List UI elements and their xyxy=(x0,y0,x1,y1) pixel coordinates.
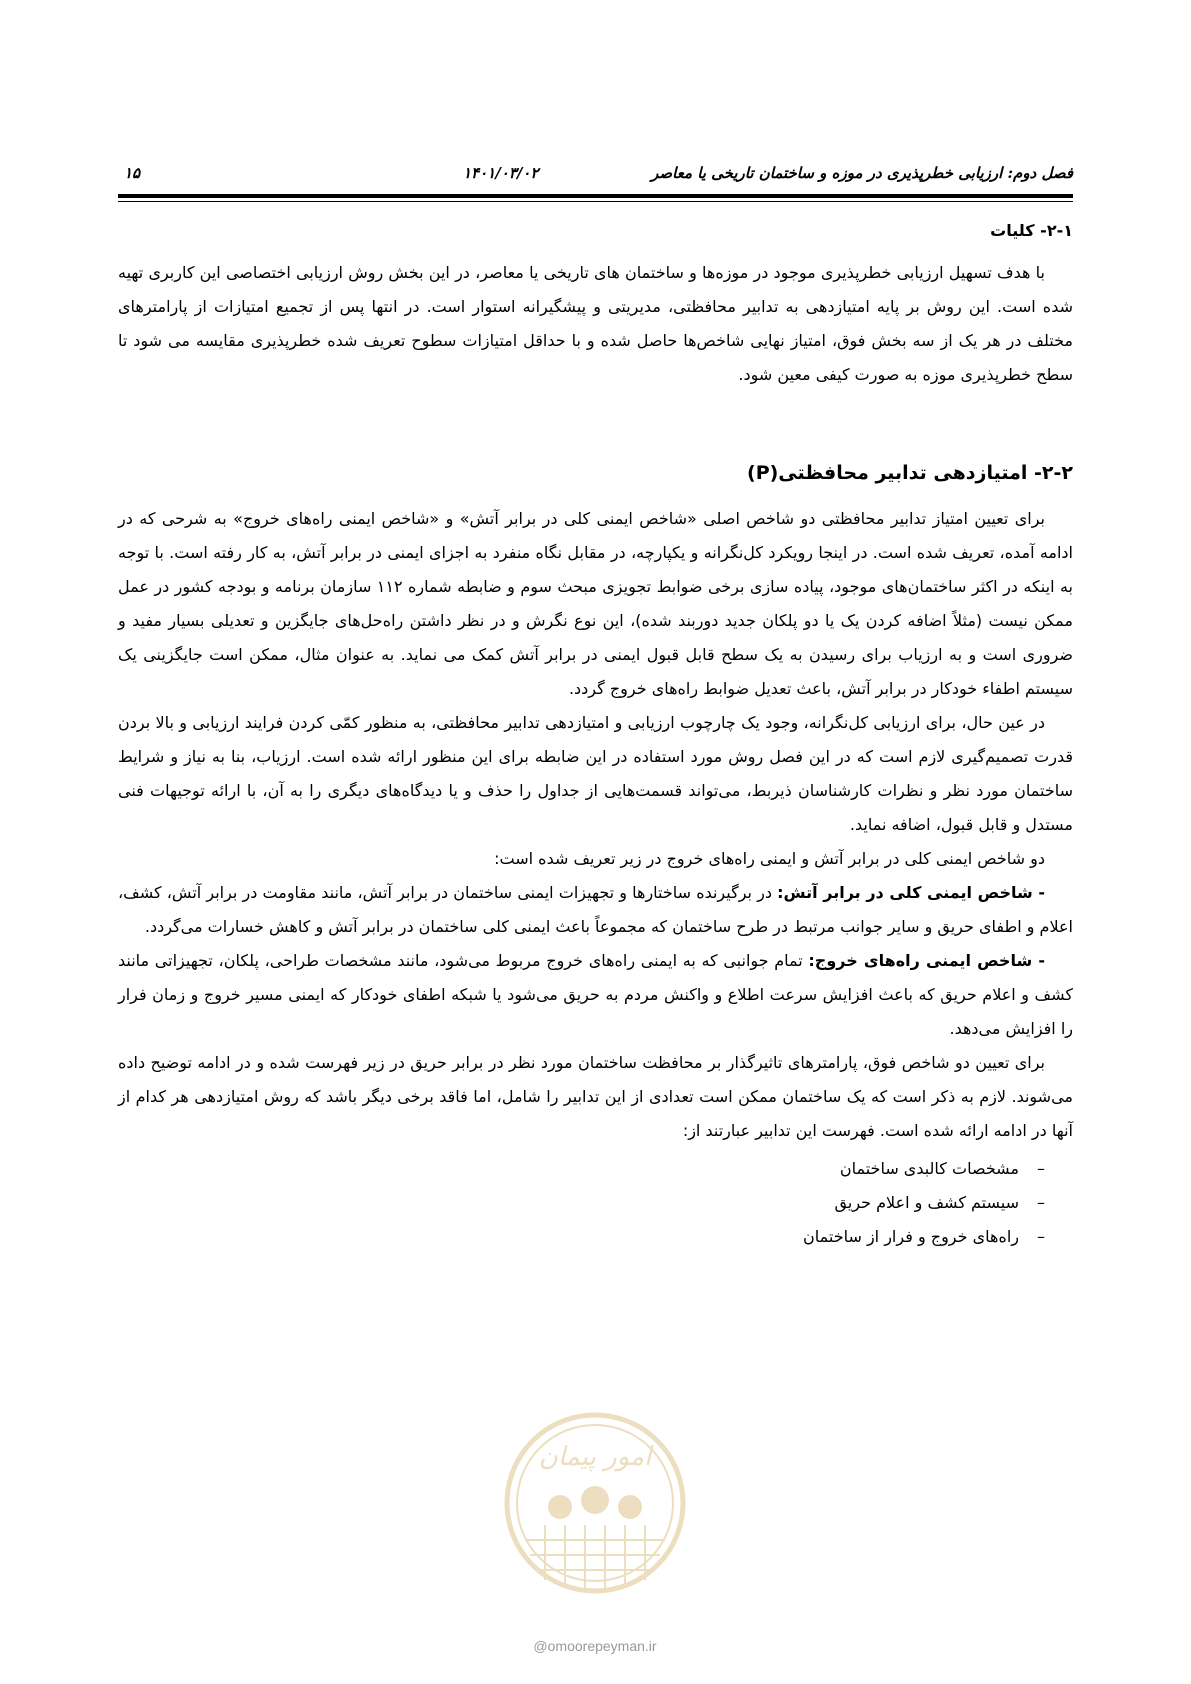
definition-fire-safety xyxy=(118,876,1073,944)
paragraph: برای تعیین امتیاز تدابیر محافظتی دو شاخص اصلی «شاخص ایمنی کلی در برابر آتش» و «شاخص ایمنی راه‌های خروج» به شرحی که در ادامه آمده، تعریف شده است. در اینجا رویکرد کل‌نگرانه و یکپارچه، در مقابل نگاه منفرد به اجزای ایمنی در برابر آتش، به کار رفته است. با توجه به اینکه در اکثر ساختمان‌های موجود، پیاده سازی برخی ضوابط تجویزی مبحث سوم و ضابطه شماره ۱۱۲ سازمان برنامه و بودجه کشور در عمل ممکن نیست (مثلاً اضافه کردن یک یا دو پلکان جدید دوربند شده)، این نوع نگرش و در نظر داشتن راه‌حل‌های جایگزین و تعدیلی بسیار مفید و ضروری است و به ارزیاب برای رسیدن به یک سطح قابل قبول ایمنی در برابر آتش کمک می نماید. به عنوان مثال، ممکن است جایگزینی یک سیستم اطفاء خودکار در برابر آتش، باعث تعدیل ضوابط راه‌های خروج گردد. xyxy=(118,509,1073,698)
section-heading-protective-measures: ۲-۲- امتیازدهی تدابیر محافظتی(P) xyxy=(747,462,1073,484)
header-rule-thin xyxy=(118,201,1073,202)
definition-text: تمام جوانبی که به ایمنی راه‌های خروج مربوط می‌شود، مانند مشخصات طراحی، پلکان، تجهیزاتی مانند کشف و اعلام حریق که باعث افزایش سرعت اطلاع و واکنش مردم به حریق می‌شود یا شبکه اطفای خودکار که ایمنی مسیر خروج و زمان فرار را افزایش می‌دهد. xyxy=(118,951,1073,1038)
list-item: –سیستم کشف و اعلام حریق xyxy=(834,1193,1045,1212)
page-number: ۱۵ xyxy=(124,164,141,182)
stamp-text: امور پیمان xyxy=(538,1442,652,1472)
definition-text: در برگیرنده ساختارها و تجهیزات ایمنی ساختمان در برابر آتش، مانند مقاومت در برابر آتش، کشف، اعلام و اطفای حریق و سایر جوانب مرتبط در طرح ساختمان که مجموعاً باعث ایمنی کلی ساختمان در برابر آتش و کاهش خسارات می‌گردد. xyxy=(118,883,1073,936)
paragraph: دو شاخص ایمنی کلی در برابر آتش و ایمنی راه‌های خروج در زیر تعریف شده است: xyxy=(494,849,1045,868)
definition-term: - شاخص ایمنی راه‌های خروج: xyxy=(808,951,1045,970)
measures-list xyxy=(118,1152,1045,1254)
paragraph: در عین حال، برای ارزیابی کل‌نگرانه، وجود یک چارچوب ارزیابی و امتیازدهی تدابیر محافظتی، به منظور کمّی کردن فرایند ارزیابی و بالا بردن قدرت تصمیم‌گیری لازم است که در این فصل روش مورد استفاده در این ضابطه برای این منظور ارائه شده است. ارزیاب، بنا به نیاز و شرایط ساختمان مورد نظر و نظرات کارشناسان ذیربط، می‌تواند قسمت‌هایی از جداول را حذف و یا دیدگاه‌های دیگری را به آن، با ارائه توجیهات فنی مستدل و قابل قبول، اضافه نماید. xyxy=(118,713,1073,834)
main-content xyxy=(118,212,1073,1254)
list-item: –راه‌های خروج و فرار از ساختمان xyxy=(802,1227,1045,1246)
chapter-title: فصل دوم: ارزیابی خطرپذیری در موزه و ساختمان تاریخی یا معاصر xyxy=(651,164,1073,182)
header-rule-thick xyxy=(118,194,1073,198)
section-heading-generalities: ۲-۱- کلیات xyxy=(990,221,1073,240)
paragraph: با هدف تسهیل ارزیابی خطرپذیری موجود در موزه‌ها و ساختمان های تاریخی یا معاصر، در این بخش روش ارزیابی اختصاصی این کاربری تهیه شده است. این روش بر پایه امتیازدهی به تدابیر محافظتی، مدیریتی و پیشگیرانه استوار است. در انتها پس از تجمیع امتیازات از پارامترهای مختلف در هر یک از سه بخش فوق، امتیاز نهایی شاخص‌ها حاصل شده و با حداقل امتیازات سطوح تعریف شده خطرپذیری مقایسه می شود تا سطح خطرپذیری موزه به صورت کیفی معین شود. xyxy=(118,263,1073,384)
definition-term: - شاخص ایمنی کلی در برابر آتش: xyxy=(777,883,1045,902)
list-item: –مشخصات کالبدی ساختمان xyxy=(839,1159,1045,1178)
stamp-logo xyxy=(500,1395,690,1625)
paragraph: برای تعیین دو شاخص فوق، پارامترهای تاثیرگذار بر محافظت ساختمان مورد نظر در برابر حریق در زیر فهرست شده و در ادامه توضیح داده می‌شوند. لازم به ذکر است که یک ساختمان ممکن است تعدادی از این تدابیر را شامل، اما فاقد برخی دیگر باشد که روش امتیازدهی هر کدام از آنها در ادامه ارائه شده است. فهرست این تدابیر عبارتند از: xyxy=(118,1053,1073,1140)
page-header xyxy=(118,160,1073,188)
header-date: ۱۴۰۱/۰۳/۰۲ xyxy=(463,164,539,182)
website-watermark: @omoorepeyman.ir xyxy=(533,1638,657,1654)
definition-egress-safety xyxy=(118,944,1073,1046)
